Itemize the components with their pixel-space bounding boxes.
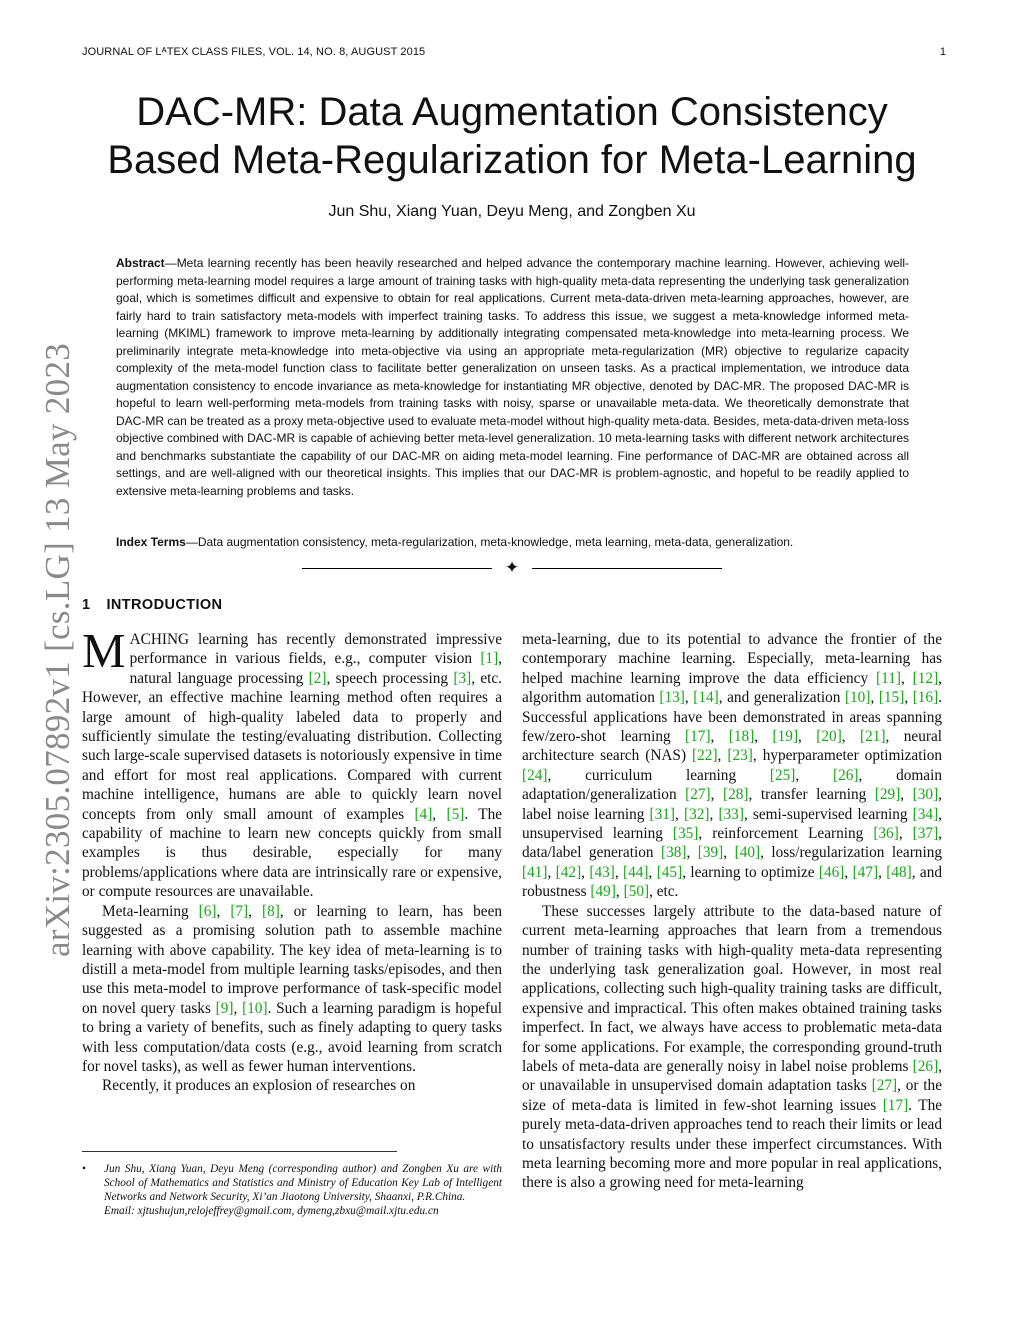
- text-run: ,: [878, 863, 887, 881]
- citation-link[interactable]: [38]: [660, 844, 687, 862]
- citation-link[interactable]: [35]: [672, 825, 699, 843]
- text-run: ,: [898, 825, 913, 843]
- text-run: . Such a learning paradigm is hopeful to bring a variety of benefits, such as finely adapting to query tasks with less computation/data costs (e.g., avoid learning from scratch for novel tasks), as well as fewer human interventions.: [82, 999, 502, 1075]
- citation-link[interactable]: [8]: [261, 902, 280, 920]
- text-run: . The capability of machine to learn new concepts quickly from small examples is thus desirable, especially for many problems/applications where data are intrinsically rare or expensive, or compute resources are unavailable.: [82, 805, 503, 901]
- text-run: , unsupervised learning: [522, 805, 942, 843]
- citation-link[interactable]: [10]: [242, 999, 268, 1017]
- citation-link[interactable]: [34]: [912, 805, 939, 823]
- text-run: These successes largely attribute to the data-based nature of current meta-learning approaches that learn from a tremendous number of training tasks with high-quality meta-data representing the underlying task generalization goal. However, in most real applications, collecting such high-quality training tasks are difficult, expensive and impractical. This often makes obtained training tasks imperfect. In fact, we always have access to problematic meta-data for some applications. For example, the corresponding ground-truth labels of meta-data are generally noisy in label noise problems: [522, 902, 942, 1075]
- index-terms-label: Index Terms: [116, 535, 186, 549]
- text-run: ,: [233, 999, 243, 1017]
- text-run: , curriculum learning: [547, 766, 770, 784]
- text-run: ,: [614, 863, 624, 881]
- abstract-text: —Meta learning recently has been heavily researched and helped advance the contemporary machine learning. However, achieving well-performing meta-learning model requires a large amount of training tasks with high-quality meta-data representing the underlying task generalization goal, which is sometimes difficult and expensive to obtain for real applications. Current meta-data-driven meta-learning approaches, however, are fairly hard to train satisfactory meta-models with imperfect training tasks. To address this issue, we suggest a meta-knowledge informed meta-learning (MKIML) framework to improve meta-learning by additionally integrating compensated meta-knowledge into meta-learning process. We preliminarily integrate meta-knowledge into meta-objective via using an appropriate meta-regularization (MR) objective to regularize capacity complexity of the meta-model function class to facilitate better generalization on unseen tasks. As a practical implementation, we introduce data augmentation consistency to encode invariance as meta-knowledge for instantiating MR objective, denoted by DAC-MR. The proposed DAC-MR is hopeful to learn well-performing meta-models from training tasks with noisy, sparse or unavailable meta-data. We theoretically demonstrate that DAC-MR can be treated as a proxy meta-objective used to evaluate meta-model without high-quality meta-data. Besides, meta-data-driven meta-loss objective combined with DAC-MR is capable of achieving better meta-level generalization. 10 meta-learning tasks with different network architectures and benchmarks substantiate the capability of our DAC-MR on aiding meta-model learning. Fine performance of DAC-MR are obtained across all settings, and are well-aligned with our theoretical insights. This implies that our DAC-MR is problem-agnostic, and hopeful to be readily applied to extensive meta-learning problems and tasks.: [116, 256, 909, 498]
- citation-link[interactable]: [29]: [874, 786, 901, 804]
- abstract-label: Abstract: [116, 256, 165, 270]
- citation-link[interactable]: [33]: [718, 805, 744, 823]
- citation-link[interactable]: [1]: [480, 650, 499, 668]
- citation-link[interactable]: [27]: [871, 1077, 898, 1095]
- divider-diamond-icon: ✦: [504, 558, 520, 577]
- affiliation-footnote: [82, 1162, 502, 1218]
- footnote-rule: [82, 1151, 397, 1152]
- text-run: , domain adaptation/generalization: [522, 766, 942, 804]
- citation-link[interactable]: [12]: [912, 669, 939, 687]
- text-run: ,: [904, 689, 913, 707]
- divider-rule-right: [532, 568, 722, 569]
- text-run: ,: [432, 805, 447, 823]
- text-run: ,: [717, 747, 728, 765]
- citation-link[interactable]: [50]: [623, 883, 650, 901]
- text-run: ,: [709, 805, 719, 823]
- text-run: , transfer learning: [748, 786, 875, 804]
- citation-link[interactable]: [9]: [215, 999, 234, 1017]
- text-run: ,: [615, 883, 624, 901]
- citation-link[interactable]: [7]: [230, 902, 249, 920]
- citation-link[interactable]: [43]: [589, 863, 615, 881]
- text-run: ,: [723, 844, 735, 862]
- text-run: ,: [710, 786, 724, 804]
- citation-link[interactable]: [28]: [723, 786, 749, 804]
- citation-link[interactable]: [21]: [860, 728, 886, 746]
- divider-rule-left: [302, 568, 492, 569]
- text-run: ,: [675, 805, 684, 823]
- citation-link[interactable]: [16]: [912, 689, 939, 707]
- text-run: , etc. However, an effective machine learning method often requires a large amount of high-quality labeled data to properly and sufficiently simulate the testing/evaluating distribution. Collecting such large-scale supervised datasets is notoriously expensive in time and effort for most real applications. Compared with current machine intelligence, humans are able to quickly learn novel concepts from only small amount of examples: [82, 669, 502, 823]
- text-run: , loss/regularization learning: [760, 844, 942, 862]
- intro-paragraph-1: [82, 623, 503, 902]
- text-run: , or unavailable in unsupervised domain adaptation tasks: [522, 1057, 942, 1095]
- citation-link[interactable]: [15]: [878, 689, 905, 707]
- text-run: , label noise learning: [522, 786, 942, 823]
- citation-link[interactable]: [6]: [198, 902, 217, 920]
- text-run: , and generalization: [718, 689, 845, 707]
- citation-link[interactable]: [23]: [727, 747, 753, 765]
- footnote-email: Email: xjtushujun,relojeffrey@gmail.com, dymeng,zbxu@mail.xjtu.edu.cn: [104, 1205, 439, 1217]
- text-run: ,: [248, 902, 262, 920]
- running-head: JOURNAL OF LᴬTEX CLASS FILES, VOL. 14, NO. 8, AUGUST 2015: [82, 46, 426, 58]
- text-run: , algorithm automation: [522, 669, 942, 707]
- section-number: 1: [82, 597, 91, 613]
- text-run: ,: [900, 669, 913, 687]
- text-run: Meta-learning: [102, 902, 199, 920]
- text-run: ,: [686, 844, 698, 862]
- intro-paragraph-4: [522, 630, 942, 902]
- citation-link[interactable]: [31]: [649, 805, 676, 823]
- text-run: , or the size of meta-data is limited in few-shot learning issues: [522, 1077, 942, 1114]
- section-title: INTRODUCTION: [106, 597, 223, 613]
- citation-link[interactable]: [49]: [590, 883, 616, 901]
- intro-paragraph-5: [522, 902, 942, 1193]
- drop-cap: M: [82, 623, 126, 678]
- footnote-text: Jun Shu, Xiang Yuan, Deyu Meng (corresponding author) and Zongben Xu are with School of Mathematics and Statistics and Ministry of Education Key Lab of Intelligent Networks and Network Security, Xi’an Jiaotong University, Shaanxi, P.R.China.: [104, 1163, 502, 1203]
- intro-paragraph-2: [82, 902, 502, 1077]
- citation-link[interactable]: [26]: [912, 1057, 939, 1075]
- citation-link[interactable]: [27]: [685, 786, 711, 804]
- footnote-bullet-icon: •: [82, 1163, 86, 1175]
- text-run: , semi-supervised learning: [743, 805, 913, 823]
- citation-link[interactable]: [17]: [882, 1096, 909, 1114]
- citation-link[interactable]: [24]: [522, 766, 548, 784]
- paper-authors: Jun Shu, Xiang Yuan, Deyu Meng, and Zongben Xu: [328, 203, 696, 220]
- citation-link[interactable]: [32]: [683, 805, 710, 823]
- text-run: , natural language processing: [129, 650, 502, 687]
- text-run: , hyperparameter optimization: [752, 747, 942, 765]
- text-run: meta-learning, due to its potential to advance the frontier of the contemporary machine learning. Especially, meta-learning has helped machine learning improve the data efficiency: [522, 631, 942, 687]
- citation-link[interactable]: [41]: [522, 863, 548, 881]
- text-run: ,: [581, 863, 590, 881]
- text-run: ,: [216, 902, 231, 920]
- text-run: , and robustness: [522, 863, 942, 901]
- text-run: . Successful applications have been demonstrated in areas spanning few/zero-shot learning: [522, 689, 943, 746]
- text-run: ,: [684, 689, 694, 707]
- text-run: ,: [754, 728, 773, 746]
- small-caps-lead: ACHING: [129, 631, 190, 648]
- abstract: [116, 255, 909, 500]
- text-run: ,: [798, 728, 817, 746]
- text-run: , learning to optimize: [682, 863, 819, 881]
- citation-link[interactable]: [5]: [446, 805, 465, 823]
- index-terms-text: —Data augmentation consistency, meta-regularization, meta-knowledge, meta learning, meta-data, generalization.: [185, 535, 794, 549]
- citation-link[interactable]: [26]: [833, 766, 859, 784]
- citation-link[interactable]: [44]: [623, 863, 649, 881]
- citation-link[interactable]: [2]: [308, 669, 327, 687]
- text-run: , or learning to learn, has been suggested as a promising solution path to assemble machine learning with above capability. The key idea of meta-learning is to distill a meta-model from multiple learning tasks/episodes, and then use this meta-model to improve performance of task-specific model on novel query tasks: [82, 902, 503, 1017]
- citation-link[interactable]: [47]: [852, 863, 879, 881]
- index-terms: [116, 534, 909, 551]
- section-heading: [82, 597, 222, 613]
- citation-link[interactable]: [37]: [912, 825, 939, 843]
- text-run: learning has recently demonstrated impressive performance in various fields, e.g., computer vision: [129, 631, 502, 668]
- citation-link[interactable]: [13]: [659, 689, 685, 707]
- page-number: 1: [939, 46, 946, 58]
- citation-link[interactable]: [40]: [734, 844, 761, 862]
- text-run: , neural architecture search (NAS): [522, 728, 943, 765]
- text-run: ,: [795, 766, 833, 784]
- text-run: ,: [870, 689, 879, 707]
- citation-link[interactable]: [48]: [886, 863, 912, 881]
- text-run: . The purely meta-data-driven approaches tend to reach their limits or lead to unsatisfactory results under these imperfect circumstances. With meta learning becoming more and more popular in real applications, there is also a growing need for meta-learning: [522, 1096, 943, 1192]
- section-divider: [302, 560, 722, 578]
- citation-link[interactable]: [10]: [844, 689, 871, 707]
- citation-link[interactable]: [45]: [656, 863, 683, 881]
- citation-link[interactable]: [4]: [414, 805, 433, 823]
- text-run: , data/label generation: [522, 825, 942, 862]
- intro-paragraph-3: Recently, it produces an explosion of researches on: [102, 1077, 416, 1095]
- right-column: [522, 630, 942, 1193]
- arxiv-stamp[interactable]: arXiv:2305.07892v1 [cs.LG] 13 May 2023: [38, 342, 77, 958]
- citation-link[interactable]: [3]: [453, 669, 472, 687]
- citation-link[interactable]: [19]: [772, 728, 799, 746]
- text-run: ,: [648, 863, 657, 881]
- text-run: ,: [547, 863, 556, 881]
- text-run: ,: [710, 728, 729, 746]
- citation-link[interactable]: [39]: [697, 844, 724, 862]
- text-run: , reinforcement Learning: [698, 825, 874, 843]
- paper-title: DAC-MR: Data Augmentation Consistency Based Meta-Regularization for Meta-Learning: [107, 90, 917, 182]
- citation-link[interactable]: [42]: [555, 863, 582, 881]
- text-run: , etc.: [649, 883, 679, 901]
- citation-link[interactable]: [30]: [912, 786, 939, 804]
- text-run: ,: [900, 786, 913, 804]
- left-column: [82, 623, 503, 1096]
- citation-link[interactable]: [11]: [876, 669, 901, 687]
- text-run: ,: [844, 863, 853, 881]
- citation-link[interactable]: [25]: [769, 766, 796, 784]
- citation-link[interactable]: [18]: [728, 728, 755, 746]
- citation-link[interactable]: [46]: [818, 863, 845, 881]
- citation-link[interactable]: [17]: [685, 728, 711, 746]
- citation-link[interactable]: [14]: [693, 689, 719, 707]
- text-run: , speech processing: [326, 669, 454, 687]
- citation-link[interactable]: [22]: [692, 747, 718, 765]
- citation-link[interactable]: [36]: [873, 825, 899, 843]
- citation-link[interactable]: [20]: [816, 728, 842, 746]
- text-run: ,: [841, 728, 861, 746]
